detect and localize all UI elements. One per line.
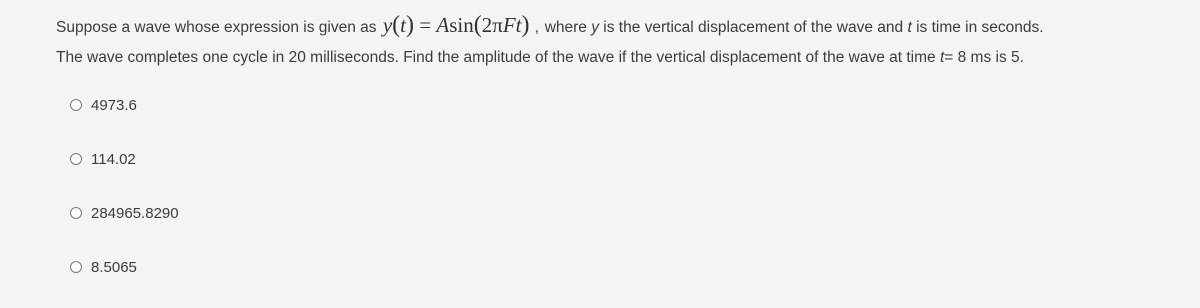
- radio-button[interactable]: [70, 261, 82, 273]
- question-task: The wave completes one cycle in 20 milliseconds. Find the amplitude of the wave if the vertical displacement of the wave at time: [56, 49, 936, 66]
- answer-option-1[interactable]: [70, 92, 179, 118]
- answer-option-label: 8.5065: [91, 258, 137, 276]
- question-intro: Suppose a wave whose expression is given as: [56, 19, 377, 36]
- formula-y: y: [382, 13, 393, 37]
- answer-option-2[interactable]: [70, 146, 179, 172]
- question-where: where: [544, 19, 587, 36]
- radio-button[interactable]: [70, 99, 82, 111]
- radio-button[interactable]: [70, 207, 82, 219]
- question-line-1: Suppose a wave whose expression is given as y(t) = Asin(2πFt) , where y is the vertical displacement of the wave and t is time in seconds.: [56, 12, 1044, 38]
- formula-t: t: [400, 13, 407, 37]
- question-desc: is the vertical displacement of the wave and: [603, 19, 904, 36]
- question-text: [56, 10, 1186, 73]
- answer-option-label: 284965.8290: [91, 204, 179, 222]
- question-desc-end: is time in seconds.: [916, 19, 1044, 36]
- answer-option-3[interactable]: [70, 200, 179, 226]
- answer-option-4[interactable]: [70, 254, 179, 280]
- formula-two-pi: 2π: [481, 13, 503, 37]
- question-var-y: y: [591, 19, 599, 36]
- radio-button[interactable]: [70, 153, 82, 165]
- formula-frequency: F: [502, 13, 516, 37]
- question-var-t: t: [907, 19, 912, 36]
- formula-time: t: [515, 13, 522, 37]
- wave-formula: y(t) = Asin(2πFt): [382, 12, 530, 38]
- formula-equals: =: [419, 13, 432, 37]
- formula-amplitude: A: [436, 13, 450, 37]
- question-task-var-t: t: [939, 49, 945, 66]
- answer-options: [70, 92, 179, 308]
- answer-option-label: 4973.6: [91, 96, 137, 114]
- formula-sin: sin: [449, 13, 474, 37]
- answer-option-label: 114.02: [91, 150, 136, 168]
- question-task-end: = 8 ms is 5.: [944, 49, 1024, 66]
- question-line-2: [56, 43, 1186, 73]
